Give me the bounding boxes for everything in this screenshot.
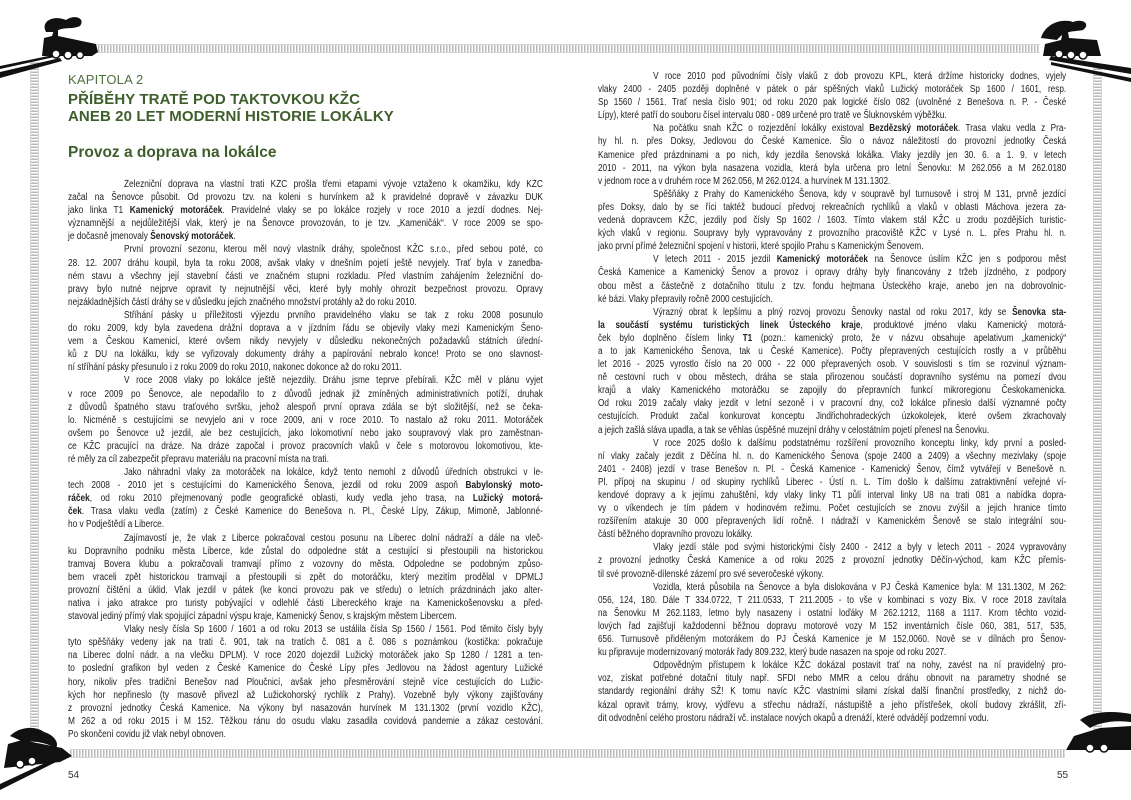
bold-term: T1 [742, 332, 753, 344]
text-segment: hy hl. n. přes Doksy, Jedlovou do České Kamenice. Šlo o návoz náležitostí do provozní jednotky Česká [598, 136, 1067, 148]
text-line [68, 610, 543, 623]
text-line [598, 502, 1066, 515]
text-line [68, 257, 543, 270]
text-line [598, 83, 1066, 96]
text-segment: . Trasa vlaku vedla (zatím) z České Kamenice do Benešova n. Pl., České Lípy, Zákup, Mimoně, Jablonné- [81, 506, 543, 518]
text-segment: kázal opravit trámy, krovy, výdřevu a střechu nádraží, nástupiště a jeho přístřešek, okolí budovy zkrášlit, zří- [598, 699, 1067, 711]
text-segment: Kamenice před prázdninami a po nich, kdy jezdila šenovská lokálka. Vlaky jezdily jen 30. 6. a 1. 9. v letech [598, 149, 1067, 161]
text-line [598, 201, 1066, 214]
text-line [598, 659, 1066, 672]
paragraph [68, 374, 543, 466]
text-segment: M 262 a od roku 2015 i M 152. Těžkou ránu do osudu vlaku zasadila covidová pandemie a zákaz cestování. [68, 715, 543, 727]
text-segment: (pozn.: kamenický proto, že v názvu obsahuje apelativum „kamenický“ [752, 332, 1067, 344]
text-line [598, 568, 1066, 581]
text-line [598, 424, 1066, 437]
text-segment: obou měst a částečně z dotačního titulu z tzv. fondu hejtmana Ústeckého kraje, anebo jen na dobrovolnic- [598, 280, 1067, 292]
chapter-title-line: PŘÍBĚHY TRATĚ POD TAKTOVKOU KŽC [68, 91, 361, 108]
text-line [68, 348, 543, 361]
text-segment: 056, 124, 180. Dále T 334.0722, T 211.0533, T 211.2005 - to vše v kombinaci s vozy Bix. V roce 2018 zavítala [598, 594, 1067, 606]
text-segment: ně cestovní ruch v obou městech, dráha se stala přirozenou součástí dopravního systému na pomezí dvou [598, 372, 1067, 384]
text-segment: Železniční doprava na vlastní trati KŽC prošla třemi etapami vývoje vztaženo k okamžiku, kdy KŽC [123, 179, 543, 190]
text-line [598, 319, 1066, 332]
text-segment: První provozní sezonu, kterou měl nový vlastník dráhy, společnost KŽC s.r.o., před sebou poté, co [123, 244, 543, 256]
paragraph [68, 466, 543, 531]
text-segment: tech 2008 - 2010 jet s cestujícími do Kamenického Šenova, jezdil od roku 2009 aspoň [68, 480, 466, 492]
text-line [598, 528, 1066, 541]
text-segment: Vlaky nesly čísla Sp 1600 / 1601 a od roku 2013 se ustálila čísla Sp 1560 / 1561. Pod těmito čísly byly [123, 624, 543, 636]
text-segment: ké bázi. Vlaky přepravily ročně 2000 cestujících. [598, 293, 773, 305]
text-line [598, 699, 1066, 712]
bold-term: Bezdězský motoráček [869, 123, 958, 135]
section-heading: Provoz a doprava na lokálce [68, 144, 277, 161]
text-line [68, 584, 543, 597]
text-segment: bem vraceli zpět historickou tramvají a přestoupili si zpět do motoráčku, který mezitím prodělal v DPMLJ [68, 571, 543, 583]
text-segment: krajů a vlaky Kamenického motoráčku se zapojily do přepravních funkcí mikroregionu Českokamenicka. [598, 385, 1067, 397]
text-segment: vedená dopravcem KŽC, jezdily pod čísly Sp 1602 / 1603. Tímto vlakem stál KŽC u zrodu pozdějších turistic- [598, 215, 1067, 227]
text-line [598, 633, 1066, 646]
paragraph [68, 178, 543, 243]
text-segment: hory, nikoliv přes tradiční Benešov nad Ploučnicí, avšak jeho přesměrování stejně více cestujících do Lužic- [68, 676, 543, 688]
text-line [68, 702, 543, 715]
text-segment: kých hor nepřineslo (ty masově přivezl až Lužickohorský rychlík z Prahy). Vozebně byly výkony zajišťovány [68, 689, 543, 701]
text-segment: z důvodů špatného stavu traťového svršku, jehož alespoň první oprava zdála se být složitější, než se čeka- [68, 401, 543, 413]
text-segment: cestujících. Produkt začal konkurovat konceptu Jindřichohradeckých úzkokolejek, které ovšem zkrachovaly [598, 411, 1067, 423]
text-segment: lo. Nicméně s cestujícími se nevyjelo ani v roce 2009, ani v roce 2010. To nastalo až roku 2011. Motoráček [68, 414, 543, 426]
text-line [598, 620, 1066, 633]
text-line [68, 401, 543, 414]
text-segment: . Trasa vlaku vedla z Pra- [957, 123, 1067, 135]
text-segment: Po skončení covidu již vlak nebyl obnoven. [68, 728, 226, 740]
paragraph [598, 188, 1066, 253]
text-segment: ku Dopravního podniku města Liberce, kde zůstal do odpoledne stát a cestující si přestoupili na historickou [68, 545, 543, 557]
text-segment: vlaky 2400 - 2405 později doplněné v pátek o pár spěšných vlaků Lužický motoráček Sp 1600 / 1601, resp. [598, 84, 1067, 96]
text-line [68, 283, 543, 296]
text-segment: na Liberec dolní nádr. a na vlečku DPLM). V roce 2020 dojezdil Lužický motoráček jako Sp 1280 / 1281 a ten- [68, 650, 543, 662]
text-line [68, 204, 543, 217]
text-line [598, 450, 1066, 463]
text-segment: let 2016 - 2025 vyrostlo číslo na 20 000 - 22 000 přepravených osob. V souvislosti s tím se rozvinul význam- [598, 359, 1067, 371]
bold-term: Kamenický motoráček [776, 254, 868, 266]
text-segment: ce KŽC pracující na dráze. Na dráze započal i provoz pracovních vlaků v čele s motorovou lokomotivou, kte- [68, 440, 543, 452]
paragraph [68, 623, 543, 741]
text-segment: , produktové jméno vlaku Kamenický motorá- [860, 319, 1067, 331]
bold-term: Kamenický motoráček [129, 205, 223, 217]
text-segment: to poslední grafikon byl veden z České Kamenice do České Lípy přes Jedlovou na žádost agentury Lužické [68, 663, 543, 675]
text-segment: tramvaj Bovera klubu a pokračovali tramvají přímo z vozovny do města. Odpoledne se podobným způso- [68, 558, 543, 570]
text-segment: Zajímavostí je, že vlak z Liberce pokračoval cestou posunu na Liberec dolní nádraží a dále na vleč- [123, 532, 543, 544]
text-segment: Vozidla, která působila na Šenovce a byla dislokována v PJ Česká Kamenice byla: M 131.1302, M 262: [653, 581, 1067, 593]
bold-term: Šenovka sta- [1012, 306, 1067, 318]
text-line [598, 594, 1066, 607]
text-line [598, 135, 1066, 148]
text-line [68, 374, 543, 387]
text-segment: . [233, 231, 236, 243]
text-line [68, 427, 543, 440]
text-line [598, 188, 1066, 201]
text-line [68, 715, 543, 728]
text-segment: til své provozně-dílenské zázemí pro své severočeské výkony. [598, 568, 824, 580]
text-line [598, 358, 1066, 371]
paragraph [598, 581, 1066, 660]
bold-term: ráček [68, 493, 90, 505]
text-segment: , od roku 2010 přejmenovaný podle geografické oblasti, kudy vedla jeho trasa, na [89, 493, 473, 505]
text-line [598, 240, 1066, 253]
text-line [598, 149, 1066, 162]
text-line [598, 371, 1066, 384]
text-segment: přes Doksy, dalo by se říci taktéž budoucí předvoj rekreačních rychlíků a vlaků v oblasti Máchova jezera za- [598, 201, 1067, 213]
paragraph [68, 532, 543, 624]
paragraph [68, 243, 543, 308]
chapter-label: KAPITOLA 2 [68, 72, 144, 87]
text-segment: V roce 2010 pod původními čísly vlaků z dob provozu KPL, která držíme historicky dodnes, vyjely [653, 71, 1067, 82]
text-segment: V roce 2008 vlaky po lokálce ještě nejezdily. Dráhu jsme teprve přebírali. KŽC měl v plánu vyjet [123, 375, 543, 387]
text-segment: voz, získat potřebné dotační tituly např. SFDI nebo MMR a celou dráhu obnovit na parametry shodné se [598, 673, 1067, 685]
text-line [598, 712, 1066, 725]
text-line [68, 322, 543, 335]
text-line [68, 270, 543, 283]
text-segment: Stříhání pásky u příležitosti výjezdu prvního pravidelného vlaku se tak z roku 2008 posunulo [123, 309, 543, 321]
text-segment: provozní čištění a úklid. Vlak jezdil v pátek (ke konci provozu pak ve středu) o letních prázdninách jako alter- [68, 584, 543, 596]
text-segment: Na počátku snah KŽC o rozjezdění lokálky existoval [653, 123, 870, 135]
text-line [68, 453, 543, 466]
text-segment: 2010 - 2011, na výkon byla nasazena vozidla, která byla určena pro letní Šenovku: M 262.056 a M 262.0180 [598, 162, 1067, 174]
text-segment: Pl. přípoj na skupinu / od skupiny rychlíků Liberec - Ústí n. L. Tím došlo k dalšímu zatraktivnění veřejné ví- [598, 476, 1067, 488]
paragraph [598, 541, 1066, 580]
text-segment: do roku 2009, kdy byla zavedena drážní doprava a v jízdním řádu se objevily vlaky mezi Kamenickým Šeno- [68, 323, 543, 335]
right-page-body [598, 70, 1066, 725]
text-line [598, 266, 1066, 279]
text-line [598, 109, 1066, 122]
text-segment: Lípy), které patří do souboru čísel intervalu 080 - 089 určené pro tratě ve Šluknovském výběžku. [598, 110, 947, 122]
text-segment: dit odvodnění celého prostoru nádraží vč. instalace nových okapů a drenáží, které odvádějí podzemní vodu. [598, 712, 989, 724]
text-line [68, 388, 543, 401]
text-segment: a to jak Kamenického Šenova, tak u České Kamenice). Počty přepravených cestujících rostly a v průběhu [598, 345, 1067, 357]
text-line [598, 397, 1066, 410]
text-segment: Od roku 2019 začaly vlaky jezdit v letní sezoně i v pracovní dny, což lokálce přineslo další významné počty [598, 398, 1067, 410]
text-segment: 656. Turnusově přiděleným motorákem do PJ Česká Kamenice je M 152.0060. Nově se v dílnách pro Šenov- [598, 634, 1067, 646]
text-line [68, 296, 543, 309]
text-line [68, 414, 543, 427]
text-line [598, 96, 1066, 109]
text-line [598, 463, 1066, 476]
text-segment: ček bylo doplněno číslem linky [598, 332, 743, 344]
text-segment: na Šenovce úsilím KŽC jen s podporou měst [867, 254, 1067, 266]
text-segment: V letech 2011 - 2015 jezdil [653, 254, 777, 266]
top-rail-track [95, 44, 1040, 53]
text-segment: ku připravuje modernizovaný motorák řady 809.232, který bude nasazen na spoje od roku 2027. [598, 647, 947, 659]
text-line [598, 162, 1066, 175]
text-line [598, 280, 1066, 293]
text-line [68, 728, 543, 741]
text-line [598, 227, 1066, 240]
left-rail-track [30, 62, 39, 742]
text-line [68, 649, 543, 662]
text-line [598, 685, 1066, 698]
text-segment: ní vlaky začaly jezdit z Děčína hl. n. do Kamenického Šenova (spoje 2400 a 2409) a všechny mezivlaky (spoje [598, 450, 1067, 462]
text-line [598, 581, 1066, 594]
text-line [598, 437, 1066, 450]
text-segment: začal na Šenovce působit. Od provozu tzv. na koleni s hurvínkem až k pravidelné dopravě v závazku DUK [68, 192, 543, 204]
text-segment: ovšem po Šenovce už jezdil, ale bez cestujících, jako lokomotivní nebo jako soupravový vlak pro zaměstnan- [68, 427, 543, 439]
text-line [68, 479, 543, 492]
text-line [68, 662, 543, 675]
text-segment: v jednom roce a v druhém roce M 262.056, M 262.0124. a hurvínek M 131.1302. [598, 175, 891, 187]
text-line [68, 689, 543, 702]
text-line [68, 518, 543, 531]
bottom-left-rail-track [70, 749, 565, 758]
text-line [598, 70, 1066, 83]
text-segment: v roce 2009 po Šenovce, ale nepodařilo to z důvodů jednak již zmíněných administrativních potíží, druhak [68, 388, 543, 400]
text-line [598, 293, 1066, 306]
text-segment: lových řad zajišťují každodenní běžnou dopravu motorové vozy M 152 inventárních čísle 060, 381, 517, 535, [598, 620, 1067, 632]
text-segment: Jako náhradní vlaky za motoráček na lokálce, když tento nemohl z důvodů úředních obstrukcí v le- [123, 467, 543, 479]
text-segment: kých vlaků v regionu. Soupravy byly vypravovány z provozního pracoviště KŽC v Lysé n. L. přes Prahu hl. n. [598, 228, 1067, 240]
bottom-right-rail-track [565, 749, 1065, 758]
page-number: 55 [1057, 770, 1069, 781]
text-segment: Sp 1560 / 1561. Trať nesla číslo 901; od roku 2020 pak logické číslo 082 (uvolněné z Benešova n. P. - České [598, 97, 1067, 109]
text-segment: Vlaky jezdí stále pod svými historickými čísly 2400 - 2412 a byly v letech 2011 - 2024 vypravovány [653, 542, 1067, 554]
text-line [598, 515, 1066, 528]
paragraph [598, 659, 1066, 724]
page-number: 54 [68, 770, 80, 781]
text-line [68, 676, 543, 689]
text-segment: V roce 2025 došlo k dalšímu podstatnému rozšíření provozního konceptu linky, kdy první a posled- [653, 437, 1067, 449]
text-line [598, 306, 1066, 319]
text-segment: ré měly za cíl zabezpečit přepravu materiálu na pracovní místa na trati. [68, 453, 329, 465]
text-line [68, 636, 543, 649]
text-line [598, 345, 1066, 358]
text-segment: na Šenovku M 262.1183, letmo byly nasazeny i ostatní loďáky M 262.1212, 1168 a 1117. Krom těchto vozid- [598, 607, 1067, 619]
text-segment: pravy bylo nutné nejprve opravit ty nejnutnější věci, které byly mohly ohrozit bezpečnost provozu. Opravy [68, 283, 543, 295]
text-line [598, 332, 1066, 345]
text-segment: nativa i jako atrakce pro turisty pobývající v odlehlé části Libereckého kraje na Kamenickošenovsku a před- [68, 598, 543, 609]
text-line [68, 597, 543, 610]
text-segment: ném stavu a všechny její stavební části ve značném stupni rozkladu. Před vlastním zahájením železniční do- [68, 270, 543, 282]
text-line [68, 492, 543, 505]
bold-term: Šenovský motoráček [150, 231, 234, 243]
text-line [598, 489, 1066, 502]
text-line [68, 466, 543, 479]
text-line [598, 646, 1066, 659]
text-line [598, 253, 1066, 266]
text-line [68, 558, 543, 571]
text-line [68, 191, 543, 204]
text-segment: Výrazný obrat k lepšímu a plný rozvoj provozu Šenovky nastal od roku 2017, kdy se [653, 306, 1013, 318]
text-segment: Spěšňáky z Prahy do Kamenického Šenova, kdy v soupravě byl turnusově i stroj M 131, prvně jezdící [653, 188, 1067, 200]
text-segment: 2401 - 2408) jezdí v trase Benešov n. Pl. - Česká Kamenice - Kamenický Šenov, čímž vytvářejí v Benešově n. [598, 463, 1067, 475]
text-line [68, 532, 543, 545]
text-line [598, 607, 1066, 620]
text-segment: . Pravidelné vlaky se po lokálce rozjely v roce 2010 a jezdí dodnes. Nej- [222, 205, 543, 217]
text-segment: 28. 12. 2007 dráhu koupil, byla ta roku 2008, avšak vlaky v dnešním pojetí ještě nevyjely. Trať byla v zanedba- [68, 257, 543, 269]
paragraph [598, 122, 1066, 187]
text-line [598, 214, 1066, 227]
text-line [68, 571, 543, 584]
text-line [598, 122, 1066, 135]
text-segment: standardy regionální dráhy SŽ! K tomu navíc KŽC vlastními silami získal další finanční prostředky, z nichž do- [598, 686, 1067, 698]
text-segment: je dočasně jmenovaly [68, 231, 151, 243]
text-line [68, 243, 543, 256]
text-segment: ků z DU na lokálku, kdy se vyřizovaly dokumenty dráhy a papírování nebralo konce! Proto se ono slavnost- [68, 349, 543, 361]
text-segment: z provozní jednotky Česká Kamenice. Na výkony byl nasazován hurvínek M 131.1302 (první vozidlo KŽC), [68, 702, 543, 714]
text-line [598, 541, 1066, 554]
text-segment: nejzákladnějších částí dráhy se v důsledku jejich značného množství protáhly až do roku 2010. [68, 296, 417, 308]
right-rail-track [1093, 66, 1102, 742]
text-line [598, 410, 1066, 423]
bold-term: ček [68, 506, 82, 518]
paragraph [598, 253, 1066, 305]
text-line [68, 309, 543, 322]
text-line [598, 554, 1066, 567]
text-segment: jako první přímé železniční spojení v historii, které spojilo Prahu s Kamenickým Šenovem. [598, 241, 924, 253]
text-segment: částí běžného dopravního provozu lokálky. [598, 529, 753, 541]
text-line [598, 384, 1066, 397]
chapter-title-line: ANEB 20 LET MODERNÍ HISTORIE LOKÁLKY [68, 108, 394, 125]
steam-locomotive-icon [1060, 710, 1131, 760]
text-line [598, 672, 1066, 685]
text-line [68, 230, 543, 243]
text-segment: z provozní jednotky Česká Kamenice a od roku 2025 z provozní jednotky Děčín-východ, kam KŽC přemís- [598, 555, 1067, 567]
bold-term: Babylonský moto- [465, 480, 543, 492]
text-segment: Česká Kamenice a Kamenický Šenov a provoz i opravy dráhy byly financovány z tržeb jízdného, z podpory [598, 267, 1067, 279]
left-page-body [68, 178, 543, 741]
steam-locomotive-icon [0, 10, 110, 80]
text-segment: ní stříhání pásky přesunulo i z roku 2009 do roku 2010, nakonec dokonce až do roku 2011. [68, 362, 402, 374]
bold-term: la součástí systému turistických linek Ústeckého kraje [598, 319, 861, 331]
text-segment: tyto spěšňáky vedeny jak na trati č. 901, tak na tratích č. 081 a č. 086 s poznámkou (kostička: pokračuje [68, 637, 543, 649]
text-segment: ho v Podještědí a Liberce. [68, 519, 165, 531]
text-segment: jako linka T1 [68, 205, 130, 217]
text-segment: rozšířením atakuje 30 000 přepravených lidí ročně. I nádraží v Kamenickém Šenově se stalo integrální sou- [598, 516, 1067, 528]
text-line [598, 476, 1066, 489]
text-line [68, 440, 543, 453]
paragraph [598, 437, 1066, 542]
text-line [68, 361, 543, 374]
text-line [68, 178, 543, 191]
text-segment: významnější a nejdůležitější vlak, který je na Šenovce provozován, to je tzv. „Kameničák“. V roce 2009 se spo- [68, 218, 543, 230]
bold-term: Lužický motorá- [472, 493, 543, 505]
text-segment: stavoval jediný přímý vlak spojující západní výspu kraje, Kamenický Šenov, s krajským městem Libercem. [68, 611, 457, 623]
paragraph [598, 306, 1066, 437]
text-line [68, 545, 543, 558]
text-line [68, 623, 543, 636]
text-segment: Odpovědným přístupem k lokálce KŽC dokázal postavit trať na nohy, zavést na ní pravidelný pro- [653, 660, 1067, 672]
text-line [68, 335, 543, 348]
text-segment: kendové dopravy a k jejímu zahuštění, kdy vlaky linky T1 půlí interval linky U8 na trati 081 a nabídka dopra- [598, 490, 1067, 501]
text-segment: vem a Českou Kamenicí, které ovšem nikdy nevyjely v důsledku nekonečných požadavků státních úřední- [68, 336, 543, 348]
text-line [68, 217, 543, 230]
text-segment: a jejich zašlá sláva upadla, a tak se věhlas úspěšné muzejní dráhy v celostátním pojetí přenesl na Šenovku. [598, 424, 990, 436]
text-line [598, 175, 1066, 188]
paragraph [598, 70, 1066, 122]
text-segment: vy o víkendech je tím pádem v hodinovém režimu. Počet cestujících se znovu zvýšil a jejich hranice tímto [598, 503, 1067, 515]
text-line [68, 505, 543, 518]
paragraph [68, 309, 543, 374]
